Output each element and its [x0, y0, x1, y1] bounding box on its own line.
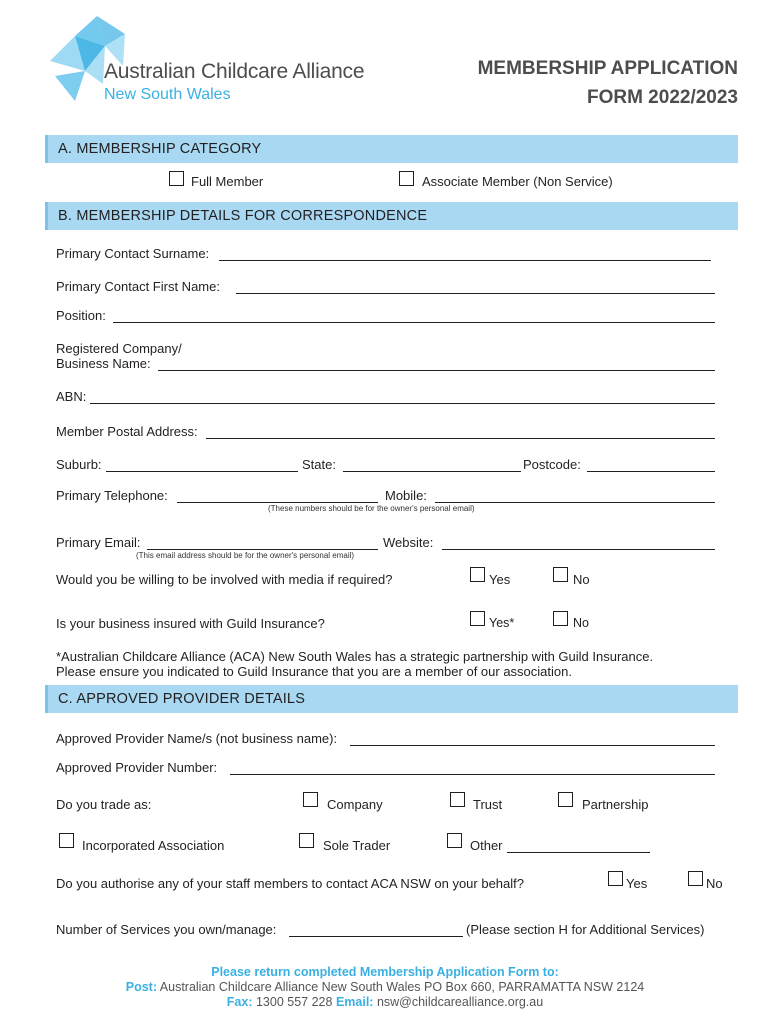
insurance-no-label: No	[573, 616, 589, 630]
provider-names-input[interactable]	[350, 745, 715, 746]
org-subname: New South Wales	[104, 86, 231, 103]
incorporated-checkbox[interactable]	[59, 833, 74, 848]
provider-number-label: Approved Provider Number:	[56, 760, 218, 775]
insurance-yes-checkbox[interactable]	[470, 611, 485, 626]
abn-label: ABN:	[56, 389, 87, 404]
state-label: State:	[302, 457, 336, 472]
media-yes-checkbox[interactable]	[470, 567, 485, 582]
authorise-no-checkbox[interactable]	[688, 871, 703, 886]
footer-contact	[0, 995, 770, 1009]
company-label-1: Registered Company/	[56, 341, 182, 356]
title-line-1: MEMBERSHIP APPLICATION	[477, 58, 738, 79]
section-c-title: C. APPROVED PROVIDER DETAILS	[58, 691, 306, 707]
footer-post	[0, 980, 770, 994]
footer-return-note	[0, 965, 770, 979]
company-input[interactable]	[158, 370, 715, 371]
email-input[interactable]	[147, 549, 378, 550]
section-c-header	[45, 685, 738, 713]
email-note: (This email address should be for the owner's personal email)	[136, 551, 355, 560]
section-a-title: A. MEMBERSHIP CATEGORY	[58, 141, 262, 157]
full-member-checkbox[interactable]	[169, 171, 184, 186]
email-label: Primary Email:	[56, 535, 141, 550]
trust-label: Trust	[473, 797, 503, 812]
mobile-input[interactable]	[435, 502, 715, 503]
media-yes-label: Yes	[489, 572, 511, 587]
associate-member-checkbox[interactable]	[399, 171, 414, 186]
sole-trader-label: Sole Trader	[323, 838, 391, 853]
other-input[interactable]	[507, 852, 650, 853]
post-address: Australian Childcare Alliance New South Wales PO Box 660, PARRAMATTA NSW 2124	[159, 980, 645, 994]
surname-label: Primary Contact Surname:	[56, 246, 210, 261]
partnership-checkbox[interactable]	[558, 792, 573, 807]
telephone-input[interactable]	[177, 502, 378, 503]
authorise-no-label: No	[706, 876, 723, 891]
email-contact-link[interactable]: nsw@childcarealliance.org.au	[376, 995, 544, 1009]
suburb-label: Suburb:	[56, 457, 102, 472]
authorise-yes-checkbox[interactable]	[608, 871, 623, 886]
provider-names-label: Approved Provider Name/s (not business name):	[56, 731, 338, 746]
website-label: Website:	[383, 535, 434, 550]
sole-trader-checkbox[interactable]	[299, 833, 314, 848]
partnership-note-2: Please ensure you indicated to Guild Insurance that you are a member of our association.	[56, 664, 572, 679]
abn-input[interactable]	[90, 403, 715, 404]
company-label-2: Business Name:	[56, 356, 151, 371]
email-contact-label: Email:	[335, 995, 374, 1009]
section-b-header	[45, 202, 738, 230]
phone-note: (These numbers should be for the owner's personal email)	[268, 504, 475, 513]
first-name-input[interactable]	[236, 293, 715, 294]
footer-heading: Please return completed Membership Application Form to:	[211, 965, 559, 979]
fax-number: 1300 557 228	[255, 995, 333, 1009]
postcode-label: Postcode:	[523, 457, 581, 472]
postal-address-input[interactable]	[206, 438, 715, 439]
company-label: Company	[327, 797, 383, 812]
telephone-label: Primary Telephone:	[56, 488, 168, 503]
fax-label: Fax:	[226, 995, 253, 1009]
postal-address-label: Member Postal Address:	[56, 424, 198, 439]
insurance-no-checkbox[interactable]	[553, 611, 568, 626]
section-b-title: B. MEMBERSHIP DETAILS FOR CORRESPONDENCE	[58, 208, 428, 224]
org-name: Australian Childcare Alliance	[104, 60, 365, 83]
other-label: Other	[470, 838, 503, 853]
insurance-question: Is your business insured with Guild Insurance?	[56, 616, 325, 631]
incorporated-label: Incorporated Association	[82, 838, 225, 853]
website-input[interactable]	[442, 549, 715, 550]
first-name-label: Primary Contact First Name:	[56, 279, 220, 294]
partnership-label: Partnership	[582, 797, 649, 812]
state-input[interactable]	[343, 471, 521, 472]
section-a-header	[45, 135, 738, 163]
partnership-note-1: *Australian Childcare Alliance (ACA) New South Wales has a strategic partnership with Guild Insurance.	[56, 649, 654, 664]
mobile-label: Mobile:	[385, 488, 427, 503]
media-no-checkbox[interactable]	[553, 567, 568, 582]
services-label: Number of Services you own/manage:	[56, 922, 277, 937]
media-question: Would you be willing to be involved with media if required?	[56, 572, 393, 587]
provider-number-input[interactable]	[230, 774, 715, 775]
company-checkbox[interactable]	[303, 792, 318, 807]
position-label: Position:	[56, 308, 106, 323]
post-label: Post:	[125, 980, 157, 994]
full-member-label: Full Member	[191, 174, 264, 189]
insurance-yes-label: Yes*	[489, 616, 515, 630]
title-line-2: FORM 2022/2023	[586, 87, 738, 108]
position-input[interactable]	[113, 322, 715, 323]
media-no-label: No	[573, 572, 590, 587]
suburb-input[interactable]	[106, 471, 298, 472]
authorise-question: Do you authorise any of your staff members to contact ACA NSW on your behalf?	[56, 876, 524, 891]
trust-checkbox[interactable]	[450, 792, 465, 807]
other-checkbox[interactable]	[447, 833, 462, 848]
services-note: (Please section H for Additional Services)	[466, 922, 705, 937]
page-title	[478, 54, 738, 112]
associate-member-label: Associate Member (Non Service)	[422, 174, 613, 189]
trade-as-label: Do you trade as:	[56, 797, 152, 812]
services-input[interactable]	[289, 936, 463, 937]
postcode-input[interactable]	[587, 471, 715, 472]
authorise-yes-label: Yes	[626, 876, 648, 891]
surname-input[interactable]	[219, 260, 711, 261]
